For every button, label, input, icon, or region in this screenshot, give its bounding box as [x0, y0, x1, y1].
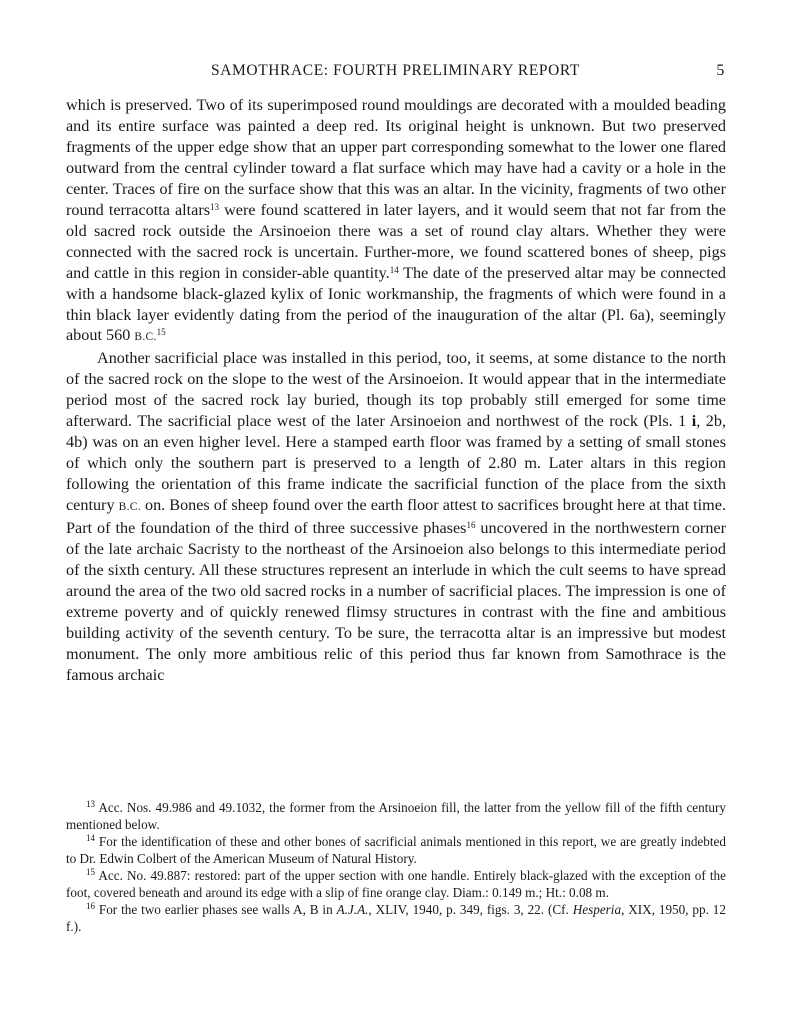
footnote-ref-15: 15	[156, 327, 166, 338]
body-text	[66, 95, 726, 686]
journal-title: A.J.A.	[336, 902, 369, 917]
bold-letter: i	[691, 412, 697, 431]
footnote-ref-16: 16	[466, 520, 476, 531]
footnote-number: 14	[86, 833, 95, 843]
text-span: which is preserved. Two of its superimposed round mouldings are decorated with a moulded beading and its entire surface was painted a deep red. Its original height is unknown. But two preserved fragments of the upper edge show that an upper part corresponding somewhat to the lower one flared outward from the central cylinder toward a flat surface which may have had a cavity or a hole in the center. Traces of fire on the surface show that this was an altar. In the vicinity, fragments of two other round terracotta altars	[66, 96, 726, 219]
footnote-text: , XIX, 1950, pp. 12 f.).	[66, 902, 726, 934]
footnote-ref-13: 13	[210, 201, 220, 212]
footnote-number: 16	[86, 901, 95, 911]
footnote-number: 15	[86, 867, 95, 877]
footnote-16	[66, 902, 726, 935]
page-number: 5	[716, 62, 725, 79]
footnote-ref-14: 14	[389, 264, 399, 275]
footnote-text: For the identification of these and other bones of sacrificial animals mentioned in this report, we are greatly indebted to Dr. Edwin Colbert of the American Museum of Natural History.	[66, 834, 726, 866]
text-span: The date of the preserved altar may be connected with a handsome black-glazed kylix of Ionic workmanship, the fragments of which were found in a thin black layer evidently dating from the period of the inauguration of the altar (Pl. 6a), seemingly about 560	[66, 263, 726, 345]
text-span: were found scattered in later layers, and it would seem that not far from the old sacred rock outside the Arsinoeion there was a set of round clay altars. Whether they were connected with the sacred rock is uncertain. Further-more, we found scattered bones of sheep, pigs and cattle in this region in consider-able quantity.	[66, 200, 726, 282]
small-caps-bc: B.C.	[118, 501, 141, 514]
running-head	[66, 62, 725, 84]
text-span: uncovered in the northwestern corner of the late archaic Sacristy to the northeast of the Arsinoeion also belongs to this intermediate period of the sixth century. All these structures represent an interlude in which the cult seems to have spread around the area of the two old sacred rocks in a number of sacrificial places. The impression is one of extreme poverty and of quickly renewed flimsy structures in contrast with the fine and ambitious building activity of the seventh century. To be sure, the terracotta altar is an impressive but modest monument. The only more ambitious relic of this period thus far known from Samothrace is the famous archaic	[66, 519, 726, 684]
small-caps-bc: B.C.	[134, 331, 157, 344]
footnote-text: For the two earlier phases see walls A, B in	[95, 902, 337, 917]
footnote-text: , XLIV, 1940, p. 349, figs. 3, 22. (Cf.	[368, 902, 573, 917]
text-span: on. Bones of sheep found over the earth floor attest to sacrifices brought here at that time. Part of the foundation of the third of three successive phases	[66, 496, 726, 538]
footnote-text: Acc. Nos. 49.986 and 49.1032, the former from the Arsinoeion fill, the latter from the yellow fill of the fifth century mentioned below.	[66, 800, 726, 832]
footnote-14	[66, 834, 726, 867]
footnotes	[66, 800, 726, 936]
paragraph-2	[66, 348, 726, 685]
journal-title: Hesperia	[572, 902, 622, 917]
text-span: Another sacrificial place was installed in this period, too, it seems, at some distance to the north of the sacred rock on the slope to the west of the Arsinoeion. It would appear that in the intermediate period most of the sacred rock lay buried, though its top probably still emerged for some time afterward. The sacrificial place west of the later Arsinoeion and northwest of the rock (Pls. 1	[66, 349, 726, 431]
footnote-number: 13	[86, 799, 95, 809]
running-title: SAMOTHRACE: FOURTH PRELIMINARY REPORT	[211, 62, 580, 79]
footnote-text: Acc. No. 49.887: restored: part of the upper section with one handle. Entirely black-glazed with the exception of the foot, covered beneath and around its edge with a slip of fine orange clay. Diam.: 0.149 m.; Ht.: 0.08 m.	[66, 868, 726, 900]
paragraph-1	[66, 95, 726, 348]
text-span: , 2b, 4b) was on an even higher level. Here a stamped earth floor was framed by a setting of small stones of which only the southern part is preserved to a length of 2.80 m. Later altars in this region following the orientation of this frame indicate the sacrificial function of the place from the sixth century	[66, 412, 727, 515]
footnote-13	[66, 800, 726, 833]
footnote-15	[66, 868, 726, 901]
